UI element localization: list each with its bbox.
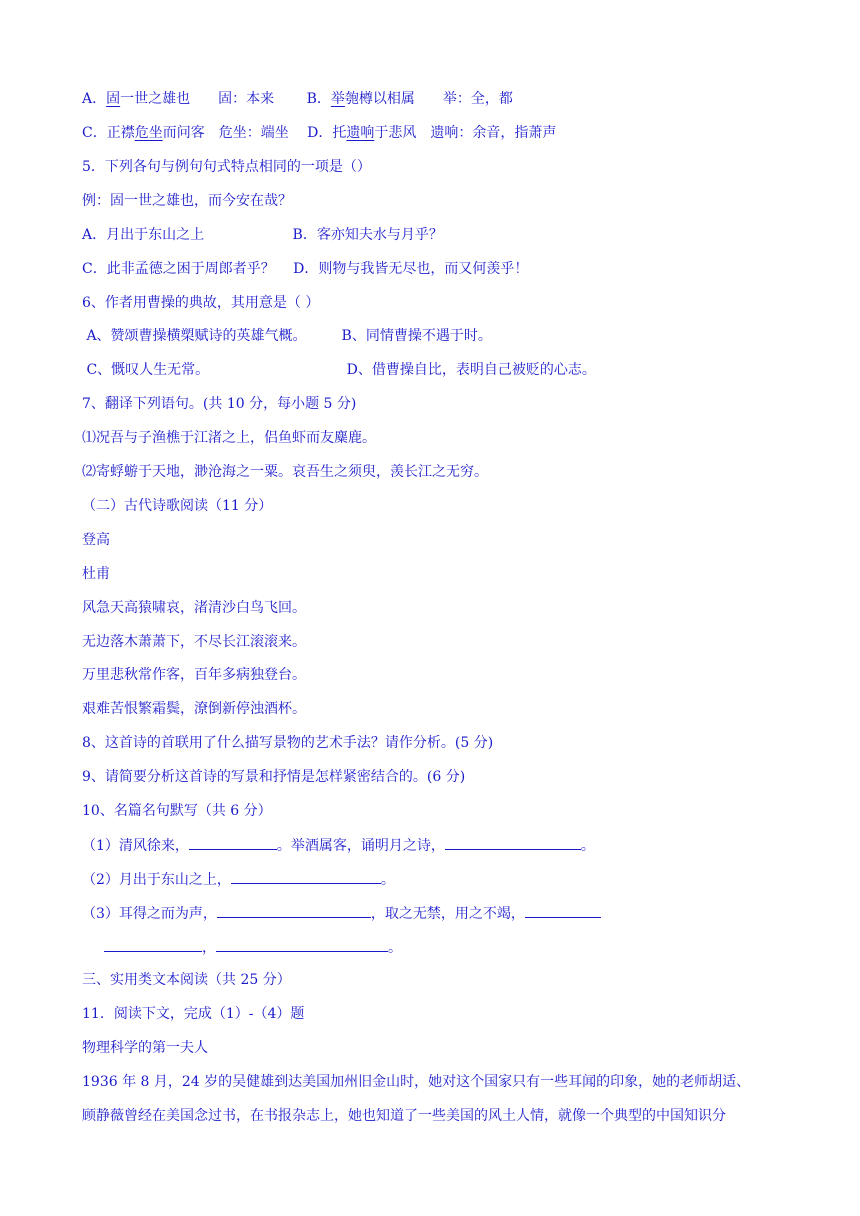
q10-item-2 — [82, 869, 395, 890]
item-text: 。 — [388, 940, 402, 956]
option-b-text: 匏樽以相属 举：全，都 — [344, 91, 513, 107]
underlined-word: 遗响 — [346, 125, 375, 141]
answer-blank[interactable] — [217, 903, 371, 918]
q5-options-cd: C．此非孟德之困于周郎者乎？ D．则物与我皆无尽也，而又何羡乎！ — [82, 261, 529, 277]
article-title: 物理科学的第一夫人 — [82, 1040, 208, 1056]
q4-options-cd — [82, 123, 556, 143]
item-text: ，取之无禁，用之不竭， — [370, 906, 525, 922]
poem-line: 艰难苦恨繁霜鬓，潦倒新停浊酒杯。 — [82, 701, 306, 717]
item-text: （3）耳得之而为声， — [82, 906, 217, 922]
answer-blank[interactable] — [104, 937, 202, 952]
answer-blank[interactable] — [525, 903, 601, 918]
poem-title: 登高 — [82, 532, 110, 548]
option-d-text: 于悲风 遗响：余音，指萧声 — [374, 125, 557, 141]
item-text: （2）月出于东山之上， — [82, 872, 231, 888]
option-c-label: C．正襟 — [82, 125, 135, 141]
q5-stem: 5．下列各句与例句句式特点相同的一项是（） — [82, 159, 371, 175]
poem-line: 风急天高猿啸哀，渚清沙白鸟飞回。 — [82, 600, 306, 616]
q6-stem: 6、作者用曹操的典故，其用意是（ ） — [82, 295, 320, 311]
q10-item-3-continued — [104, 937, 402, 958]
option-a-label: A． — [82, 91, 107, 107]
q8-question: 8、这首诗的首联用了什么描写景物的艺术手法？请作分析。(5 分) — [82, 735, 494, 751]
poem-author: 杜甫 — [82, 566, 110, 582]
item-text: 。举酒属客，诵明月之诗， — [276, 838, 445, 854]
underlined-word: 固 — [106, 91, 121, 107]
poem-line: 万里悲秋常作客，百年多病独登台。 — [82, 667, 306, 683]
answer-blank[interactable] — [189, 835, 277, 850]
underlined-word: 危坐 — [134, 125, 163, 141]
q7-sentence-2: ⑵寄蜉蝣于天地，渺沧海之一粟。哀吾生之须臾，羡长江之无穷。 — [82, 464, 488, 480]
q4-options-ab — [82, 89, 513, 109]
item-text: 。 — [580, 838, 595, 854]
item-text: 。 — [380, 872, 395, 888]
q5-example: 例：固一世之雄也，而今安在哉？ — [82, 193, 292, 209]
underlined-word: 举 — [330, 91, 345, 107]
section-3-heading: 三、实用类文本阅读（共 25 分） — [82, 972, 291, 988]
answer-blank[interactable] — [445, 835, 581, 850]
q6-options-ab: A、赞颂曹操横槊赋诗的英雄气概。 B、同情曹操不遇于时。 — [82, 328, 492, 344]
article-paragraph-line: 顾静薇曾经在美国念过书，在书报杂志上，她也知道了一些美国的风土人情，就像一个典型的中国知识分 — [82, 1108, 726, 1124]
option-c-text: 而问客 危坐：端坐 D．托 — [162, 125, 347, 141]
item-text: （1）清风徐来， — [82, 838, 189, 854]
q7-stem: 7、翻译下列语句。(共 10 分，每小题 5 分) — [82, 396, 357, 412]
q10-item-3 — [82, 903, 601, 924]
answer-blank[interactable] — [231, 869, 381, 884]
answer-blank[interactable] — [216, 937, 388, 952]
q5-options-ab: A．月出于东山之上 B．客亦知夫水与月乎？ — [82, 227, 443, 243]
q10-stem: 10、名篇名句默写（共 6 分） — [82, 803, 272, 819]
article-paragraph-line: 1936 年 8 月，24 岁的吴健雄到达美国加州旧金山时，她对这个国家只有一些耳闻的印象，她的老师胡适、 — [82, 1074, 751, 1090]
option-a-text: 一世之雄也 固：本来 B． — [120, 91, 331, 107]
q10-item-1 — [82, 835, 595, 856]
poem-line: 无边落木萧萧下，不尽长江滚滚来。 — [82, 634, 306, 650]
q7-sentence-1: ⑴况吾与子渔樵于江渚之上，侣鱼虾而友麋鹿。 — [82, 430, 376, 446]
section-2-heading: （二）古代诗歌阅读（11 分） — [82, 498, 273, 514]
item-text: ， — [202, 940, 216, 956]
q9-question: 9、请简要分析这首诗的写景和抒情是怎样紧密结合的。(6 分) — [82, 769, 466, 785]
q6-options-cd: C、慨叹人生无常。 D、借曹操自比，表明自己被贬的心志。 — [82, 362, 596, 378]
q11-stem: 11．阅读下文，完成（1）-（4）题 — [82, 1006, 305, 1022]
